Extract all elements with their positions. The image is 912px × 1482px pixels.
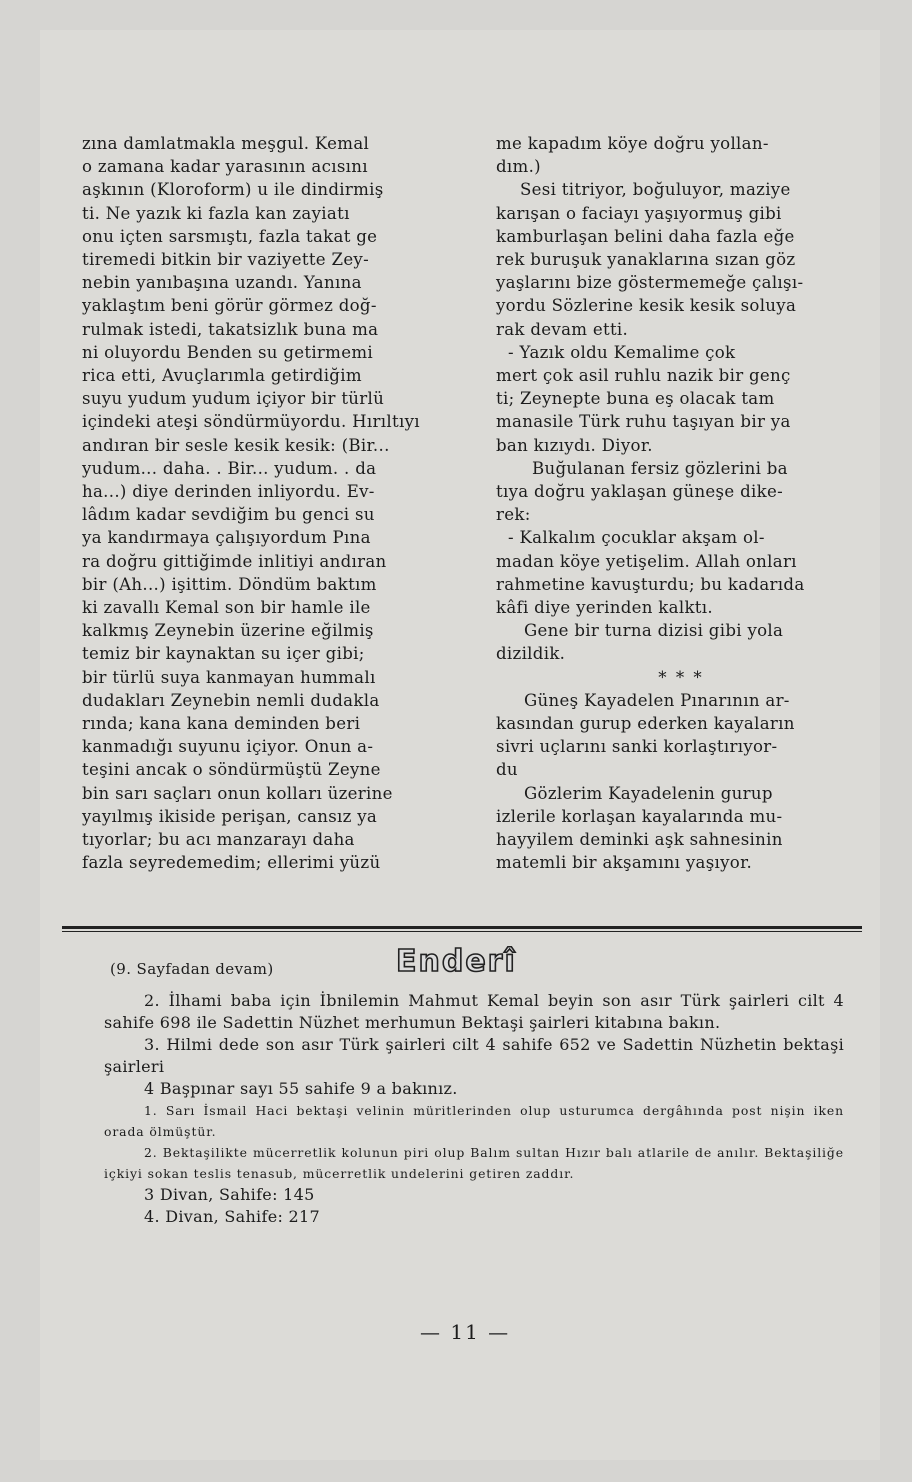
text-line: lâdım kadar sevdiğim bu genci su [82, 505, 375, 525]
text-line: rulmak istedi, takatsizlık buna ma [82, 319, 379, 339]
text-line: ti. Ne yazık ki fazla kan zayiatı [82, 203, 350, 223]
text-line: kâfi diye yerinden kalktı. [496, 598, 713, 618]
text-line: ya kandırmaya çalışıyordum Pına [82, 528, 371, 548]
text-line: Gözlerim Kayadelenin gurup [524, 783, 773, 803]
text-line: karışan o faciayı yaşıyormuş gibi [496, 203, 782, 223]
text-line: o zamana kadar yarasının acısını [82, 157, 368, 177]
text-line: sivri uçlarını sanki korlaştırıyor- [496, 737, 778, 757]
text-line: matemli bir akşamını yaşıyor. [496, 853, 753, 873]
footnote-4: 4 Başpınar sayı 55 sahife 9 a bakınız. [144, 1079, 458, 1098]
section-divider-thin [62, 931, 862, 932]
text-line: rek buruşuk yanaklarına sızan göz [496, 250, 796, 270]
text-line: - Kalkalım çocuklar akşam ol- [508, 528, 765, 548]
section-divider [62, 926, 862, 929]
text-line: aşkının (Kloroform) u ile dindirmiş [82, 180, 384, 200]
enderi-logo: Enderî [396, 944, 517, 979]
continuation-note: (9. Sayfadan devam) [110, 960, 274, 978]
text-line: Güneş Kayadelen Pınarının ar- [524, 690, 790, 710]
text-line: içindeki ateşi söndürmüyordu. Hırıltıyı [82, 412, 420, 432]
text-line: onu içten sarsmıştı, fazla takat ge [82, 226, 378, 246]
subnote-4: 4. Divan, Sahife: 217 [144, 1207, 320, 1226]
footnote-2: 2. İlhami baba için İbnilemin Mahmut Kemal beyin son asır Türk şairleri cilt 4 sahife 698 ile Sadettin Nüzhet merhumun Bektaşi şairleri kitabına bakın. [104, 991, 844, 1032]
text-line: kamburlaşan belini daha fazla eğe [496, 226, 795, 246]
text-line: ha...) diye derinden inliyordu. Ev- [82, 482, 375, 502]
text-line: bir (Ah...) işittim. Döndüm baktım [82, 574, 377, 594]
text-line: nebin yanıbaşına uzandı. Yanına [82, 273, 362, 293]
footnote-3: 3. Hilmi dede son asır Türk şairleri cilt 4 sahife 652 ve Sadettin Nüzhetin bektaşi şairleri [104, 1035, 844, 1076]
text-line: bir türlü suya kanmayan hummalı [82, 667, 376, 687]
text-line: Gene bir turna dizisi gibi yola [524, 621, 784, 641]
text-line: tıyorlar; bu acı manzarayı daha [82, 830, 355, 850]
text-line: - Yazık oldu Kemalime çok [508, 342, 736, 362]
footnotes [104, 990, 844, 1228]
text-line: suyu yudum yudum içiyor bir türlü [82, 389, 385, 409]
text-line: manasile Türk ruhu taşıyan bir ya [496, 412, 791, 432]
text-line: yayılmış ikiside perişan, cansız ya [82, 806, 378, 826]
subnote-3: 3 Divan, Sahife: 145 [144, 1185, 315, 1204]
article-right-column [496, 132, 866, 875]
text-line: bin sarı saçları onun kolları üzerine [82, 783, 393, 803]
text-line: kalkmış Zeynebin üzerine eğilmiş [82, 621, 374, 641]
article-left-column [82, 132, 458, 875]
section-break-asterisks: * * * [658, 667, 704, 687]
text-line: temiz bir kaynaktan su içer gibi; [82, 644, 365, 664]
page-number: — 11 — [420, 1320, 511, 1344]
text-line: ban kızıydı. Diyor. [496, 435, 653, 455]
text-line: yudum... daha. . Bir... yudum. . da [82, 458, 377, 478]
text-line: du [496, 760, 518, 780]
text-line: Buğulanan fersiz gözlerini ba [532, 458, 788, 478]
text-line: madan köye yetişelim. Allah onları [496, 551, 797, 571]
subnote-2: 2. Bektaşilikte mücerretlik kolunun piri olup Balım sultan Hızır balı atlarile de anılır. Bektaşiliğe içkiyi sokan teslis tenasub, mücerretlik undelerini getiren zaddır. [104, 1145, 844, 1181]
text-line: rica etti, Avuçlarımla getirdiğim [82, 366, 362, 386]
text-line: hayyilem deminki aşk sahnesinin [496, 830, 783, 850]
text-line: tiremedi bitkin bir vaziyette Zey- [82, 250, 370, 270]
text-line: me kapadım köye doğru yollan- [496, 134, 769, 153]
text-line: yordu Sözlerine kesik kesik soluya [496, 296, 797, 316]
text-line: kanmadığı suyunu içiyor. Onun a- [82, 737, 374, 757]
text-line: rak devam etti. [496, 319, 629, 339]
text-line: tıya doğru yaklaşan güneşe dike- [496, 482, 783, 502]
text-line: yaklaştım beni görür görmez doğ- [82, 296, 377, 316]
text-line: zına damlatmakla meşgul. Kemal [82, 134, 370, 153]
text-line: rında; kana kana deminden beri [82, 714, 361, 734]
text-line: dım.) [496, 157, 541, 177]
text-line: rahmetine kavuşturdu; bu kadarıda [496, 574, 805, 594]
text-line: rek: [496, 505, 531, 525]
text-line: ki zavallı Kemal son bir hamle ile [82, 598, 371, 618]
text-line: Sesi titriyor, boğuluyor, maziye [520, 180, 791, 200]
text-line: dudakları Zeynebin nemli dudakla [82, 690, 380, 710]
text-line: mert çok asil ruhlu nazik bir genç [496, 366, 791, 386]
text-line: ti; Zeynepte buna eş olacak tam [496, 389, 775, 409]
text-line: dizildik. [496, 644, 566, 664]
text-line: ra doğru gittiğimde inlitiyi andıran [82, 551, 387, 571]
text-line: fazla seyredemedim; ellerimi yüzü [82, 853, 381, 873]
text-line: kasından gurup ederken kayaların [496, 714, 795, 734]
text-line: yaşlarını bize göstermemeğe çalışı- [496, 273, 804, 293]
text-line: ni oluyordu Benden su getirmemi [82, 342, 373, 362]
text-line: teşini ancak o söndürmüştü Zeyne [82, 760, 381, 780]
text-line: andıran bir sesle kesik kesik: (Bir... [82, 435, 390, 455]
text-line: izlerile korlaşan kayalarında mu- [496, 806, 783, 826]
subnote-1: 1. Sarı İsmail Haci bektaşi velinin müritlerinden olup usturumca dergâhında post nişin iken orada ölmüştür. [104, 1103, 844, 1139]
